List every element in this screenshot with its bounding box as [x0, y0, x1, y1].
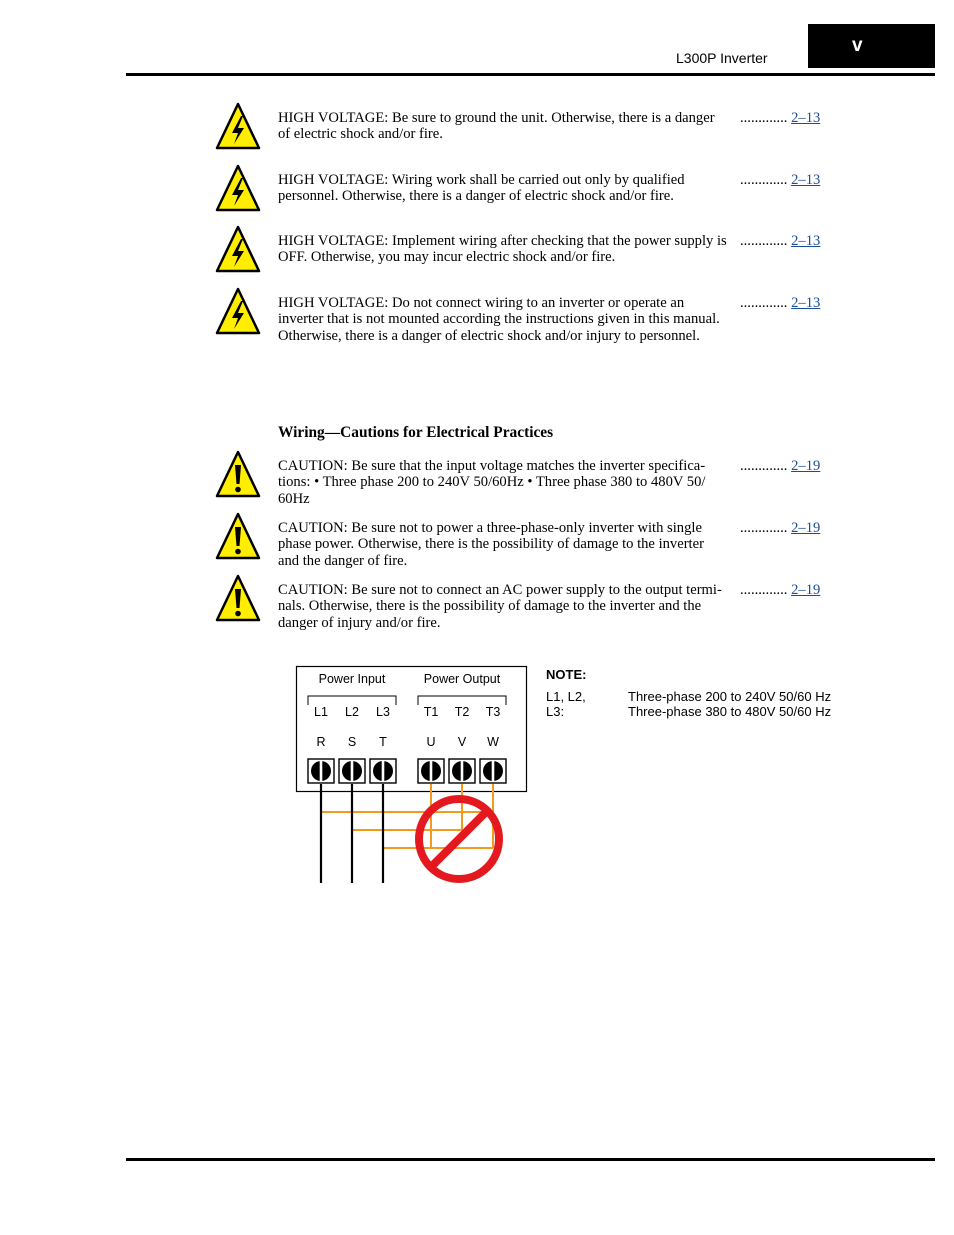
warning-text: HIGH VOLTAGE: Do not connect wiring to an inverter or operate an inverter that is not mounted according the instructions given in this manual. Otherwise, there is a danger of electric shock and/or injury to personnel. — [278, 295, 720, 344]
input-wires — [321, 784, 383, 883]
page-ref: ............. 2–13 — [740, 295, 821, 311]
terminal-letter: U — [426, 735, 436, 749]
terminal-letter: T — [379, 735, 387, 749]
cross-wires — [321, 784, 493, 848]
note-line: Three-phase 380 to 480V 50/60 Hz — [628, 704, 832, 719]
page-ref: ............. 2–13 — [740, 233, 821, 249]
caution-icon — [215, 512, 261, 560]
power-output-label: Power Output — [423, 672, 501, 686]
page-link[interactable]: 2–19 — [791, 458, 821, 474]
footer-rule — [126, 1158, 935, 1161]
caution-text: CAUTION: Be sure not to power a three-phase-only inverter with single phase power. Otherwise, there is the possibility of damage to the inverter and the danger of fire. — [278, 520, 704, 569]
high-voltage-icon — [215, 102, 261, 150]
note-box — [546, 667, 832, 721]
note-title: NOTE: — [546, 667, 587, 682]
wiring-diagram — [290, 660, 530, 890]
warning-text: HIGH VOLTAGE: Wiring work shall be carried out only by qualified personnel. Otherwise, there is a danger of electric shock and/or fire. — [278, 172, 685, 205]
high-voltage-icon — [215, 287, 261, 335]
section-heading: Wiring—Cautions for Electrical Practices — [278, 424, 554, 441]
screw-terminal-icon — [370, 759, 396, 783]
terminal-label: L1 — [314, 705, 328, 719]
page-link[interactable]: 2–19 — [791, 520, 821, 536]
terminal-letter: S — [347, 735, 357, 749]
screw-terminal-icon — [339, 759, 365, 783]
screw-terminal-icon — [480, 759, 506, 783]
caution-icon — [215, 574, 261, 622]
screw-terminal-icon — [308, 759, 334, 783]
page-link[interactable]: 2–13 — [791, 110, 821, 126]
page-link[interactable]: 2–13 — [791, 295, 821, 311]
page-ref: ............. 2–13 — [740, 110, 821, 126]
terminal-letter: V — [457, 735, 467, 749]
page-link[interactable]: 2–13 — [791, 233, 821, 249]
terminal-label: T2 — [454, 705, 470, 719]
terminal-label: T3 — [485, 705, 501, 719]
high-voltage-icon — [215, 164, 261, 212]
note-label: L1, L2, L3: — [546, 689, 586, 719]
screw-terminal-icon — [449, 759, 475, 783]
caution-icon — [215, 450, 261, 498]
header-rule — [126, 73, 935, 76]
high-voltage-icon — [215, 225, 261, 273]
terminal-label: L2 — [345, 705, 359, 719]
header-title: L300P Inverter — [676, 50, 768, 66]
terminal-letter: W — [487, 735, 499, 749]
caution-text: CAUTION: Be sure that the input voltage matches the inverter specifica-tions: • Three phase 200 to 240V 50/60Hz • Three phase 380 to 480V 50/ 60Hz — [278, 458, 706, 507]
terminal-label: T1 — [423, 705, 439, 719]
page-ref: ............. 2–13 — [740, 172, 821, 188]
page-ref: ............. 2–19 — [740, 520, 821, 536]
screw-terminal-icon — [418, 759, 444, 783]
page-ref: ............. 2–19 — [740, 582, 821, 598]
warning-text: HIGH VOLTAGE: Be sure to ground the unit. Otherwise, there is a danger of electric shock and/or fire. — [278, 110, 715, 143]
page-link[interactable]: 2–13 — [791, 172, 821, 188]
power-input-label: Power Input — [318, 672, 386, 686]
page-tab: v — [808, 24, 935, 68]
page-ref: ............. 2–19 — [740, 458, 821, 474]
terminal-label: L3 — [376, 705, 390, 719]
note-line: Three-phase 200 to 240V 50/60 Hz — [628, 689, 832, 704]
page-link[interactable]: 2–19 — [791, 582, 821, 598]
terminal-letter: R — [316, 735, 326, 749]
warning-text: HIGH VOLTAGE: Implement wiring after checking that the power supply is OFF. Otherwise, you may incur electric shock and/or fire. — [278, 233, 727, 266]
caution-text: CAUTION: Be sure not to connect an AC power supply to the output termi-nals. Otherwise, there is the possibility of damage to the inverter and the danger of injury and/or fire. — [278, 582, 722, 631]
